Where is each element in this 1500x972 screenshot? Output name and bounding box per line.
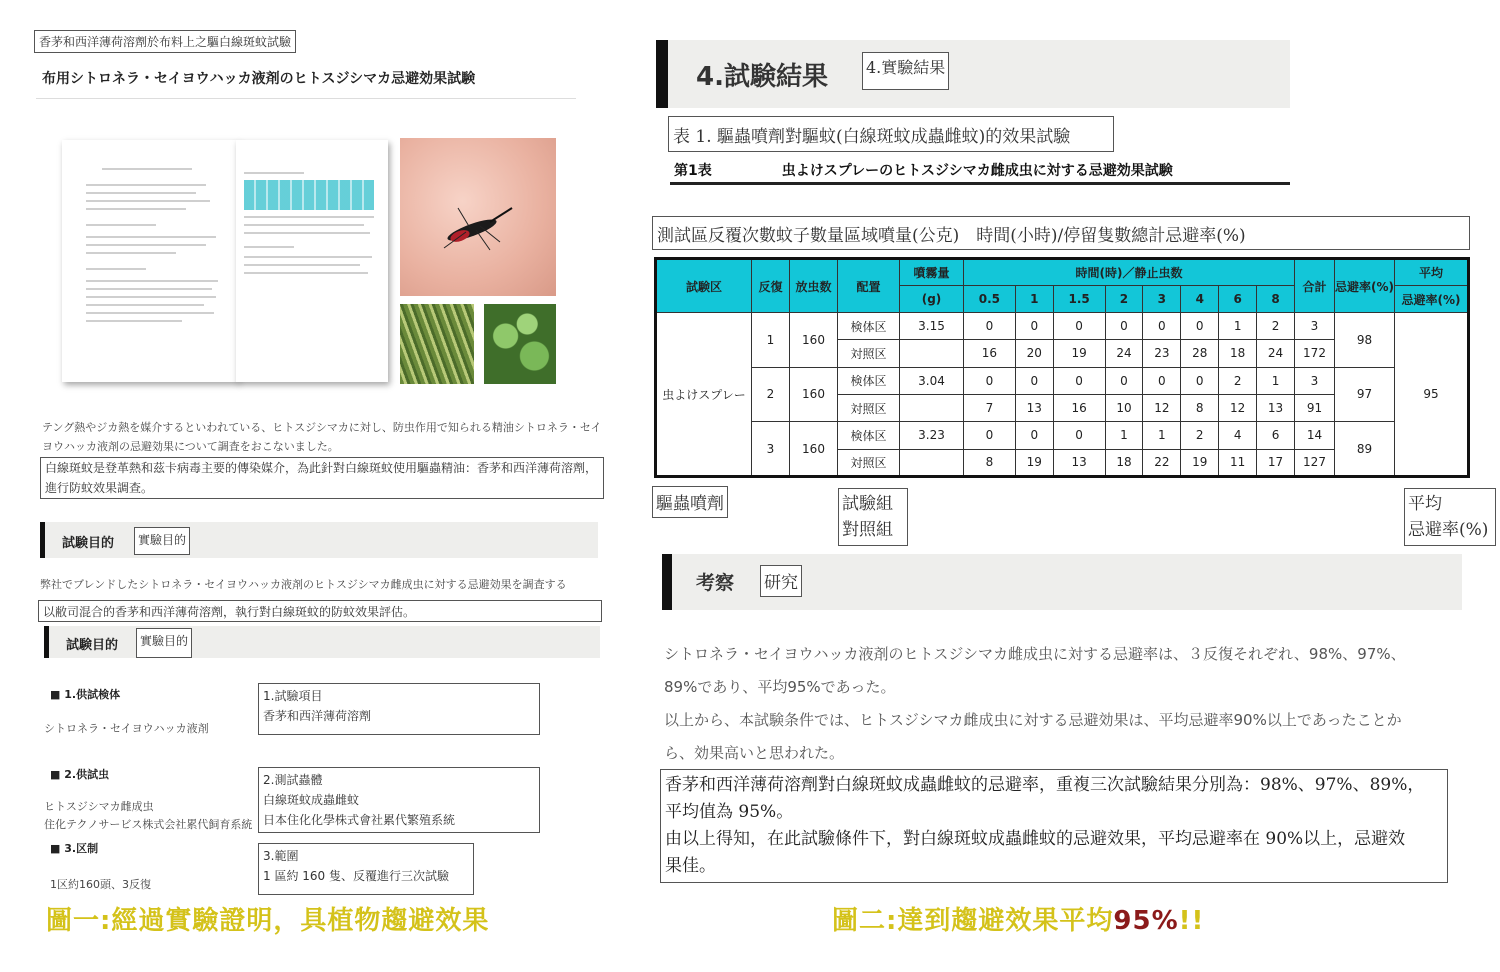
cell-total: 127 xyxy=(1295,449,1335,476)
left-caption-zh: 香茅和西洋薄荷溶劑於布料上之驅白線斑蚊試驗 xyxy=(34,30,296,53)
cell-total: 172 xyxy=(1295,340,1335,367)
purpose-text-jp: 弊社でブレンドしたシトロネラ・セイヨウハッカ液剤のヒトスジシマカ雌成虫に対する忌避効果を調査する xyxy=(40,578,567,591)
cell-time-value: 8 xyxy=(1181,394,1219,421)
cell-rep: 1 xyxy=(752,313,790,368)
cell-time-value: 8 xyxy=(964,449,1016,476)
section-title-jp: 試験目的 xyxy=(62,536,115,551)
cell-place-control: 対照区 xyxy=(838,340,900,367)
cell-time-value: 10 xyxy=(1105,394,1143,421)
cell-time-value: 19 xyxy=(1015,449,1053,476)
item-3-body: 1区約160頭、3反復 xyxy=(50,878,151,891)
cell-time-value: 13 xyxy=(1053,449,1105,476)
cell-rate: 97 xyxy=(1335,367,1395,422)
table-header-zh: 測試區反覆次數蚊子數量區域噴量(公克) 時間(小時)/停留隻數總計忌避率(%) xyxy=(652,216,1470,250)
cell-spray-empty xyxy=(900,340,964,367)
cell-total: 3 xyxy=(1295,313,1335,340)
results-title-jp: 4.試験結果 xyxy=(696,62,828,92)
cell-time-value: 12 xyxy=(1219,394,1257,421)
col-area: 試験区 xyxy=(656,259,752,313)
col-time: 時間(時)／静止虫数 xyxy=(964,259,1295,286)
item-3-zh: 3.範圍 1 區約 160 隻、反覆進行三次試驗 xyxy=(258,843,474,895)
item-2-zh: 2.測試蟲體 白線斑蚊成蟲雌蚊 日本住化化學株式會社累代繁殖系統 xyxy=(258,767,540,833)
item-1-heading: ■ 1.供試検体 xyxy=(50,688,121,701)
cell-place-test: 検体区 xyxy=(838,313,900,340)
title-divider xyxy=(36,98,576,99)
cell-time-value: 16 xyxy=(1053,394,1105,421)
col-place: 配置 xyxy=(838,259,900,313)
item-2-body-2: 住化テクノサービス株式会社累代飼育系統 xyxy=(44,818,253,831)
cell-time-value: 0 xyxy=(1105,367,1143,394)
cell-time-value: 20 xyxy=(1015,340,1053,367)
table-row-test xyxy=(656,313,1469,340)
cell-count: 160 xyxy=(790,422,838,477)
cell-time-value: 0 xyxy=(964,367,1016,394)
cell-time-value: 18 xyxy=(1219,340,1257,367)
cell-time-value: 12 xyxy=(1143,394,1181,421)
cell-time-value: 17 xyxy=(1257,449,1295,476)
cell-spray-empty xyxy=(900,394,964,421)
time-col: 1 xyxy=(1015,286,1053,313)
results-table xyxy=(654,257,1470,478)
cell-time-value: 0 xyxy=(1015,367,1053,394)
cell-place-test: 検体区 xyxy=(838,367,900,394)
cell-rate: 89 xyxy=(1335,422,1395,477)
col-avg-rate: 忌避率(%) xyxy=(1395,286,1469,313)
time-col: 6 xyxy=(1219,286,1257,313)
cell-total: 14 xyxy=(1295,422,1335,449)
cell-rep: 2 xyxy=(752,367,790,422)
item-3-heading: ■ 3.区制 xyxy=(50,842,99,855)
cell-time-value: 24 xyxy=(1257,340,1295,367)
cell-time-value: 0 xyxy=(1181,367,1219,394)
cell-spray: 3.04 xyxy=(900,367,964,394)
cell-time-value: 0 xyxy=(1143,367,1181,394)
cell-time-value: 0 xyxy=(1015,313,1053,340)
cell-area-name: 虫よけスプレー xyxy=(656,313,752,477)
cell-time-value: 19 xyxy=(1181,449,1219,476)
time-col: 1.5 xyxy=(1053,286,1105,313)
label-spray-zh: 驅蟲噴劑 xyxy=(652,486,728,518)
results-header xyxy=(656,40,1290,108)
cell-place-control: 対照区 xyxy=(838,449,900,476)
section-title-zh: 實驗目的 xyxy=(136,628,192,658)
col-count: 放虫数 xyxy=(790,259,838,313)
report-page-thumbnail-1 xyxy=(62,140,238,382)
figure-1-caption: 圖一:經過實驗證明，具植物趨避效果 xyxy=(46,906,490,936)
discussion-title-zh: 研究 xyxy=(760,565,802,597)
cell-place-test: 検体区 xyxy=(838,422,900,449)
cell-time-value: 18 xyxy=(1105,449,1143,476)
cell-spray: 3.15 xyxy=(900,313,964,340)
cell-count: 160 xyxy=(790,367,838,422)
discussion-body-jp: シトロネラ・セイヨウハッカ液剤のヒトスジシマカ雌成虫に対する忌避率は、３反復それぞれ、98%、97%、 89%であり、平均95%であった。 以上から、本試験条件では、ヒトスジシマカ雌成虫に対する忌避効果は、平均忌避率90%以上であったことか ら、効果高いと思われた。 xyxy=(664,645,1406,762)
intro-text-zh: 白線斑蚊是登革熱和茲卡病毒主要的傳染媒介，為此針對白線斑蚊使用驅蟲精油：香茅和西洋薄荷溶劑，進行防蚊效果調查。 xyxy=(40,457,604,499)
results-title-zh: 4.實驗結果 xyxy=(862,52,949,90)
col-total: 合計 xyxy=(1295,259,1335,313)
figure-2-caption: 圖二:達到趨避效果平均95%!! xyxy=(832,906,1205,936)
cell-time-value: 19 xyxy=(1053,340,1105,367)
cell-time-value: 0 xyxy=(1181,313,1219,340)
table-row-test xyxy=(656,422,1469,449)
cell-time-value: 1 xyxy=(1143,422,1181,449)
cell-time-value: 0 xyxy=(1053,367,1105,394)
section-header-purpose xyxy=(40,522,598,558)
time-col: 0.5 xyxy=(964,286,1016,313)
cell-time-value: 6 xyxy=(1257,422,1295,449)
cell-time-value: 13 xyxy=(1015,394,1053,421)
purpose-text-zh: 以敝司混合的香茅和西洋薄荷溶劑，執行對白線斑蚊的防蚊效果評估。 xyxy=(38,600,602,622)
cell-time-value: 0 xyxy=(1015,422,1053,449)
conclusion-zh: 香茅和西洋薄荷溶劑對白線斑蚊成蟲雌蚊的忌避率，重複三次試驗結果分別為：98%、97%、89%， 平均值為 95%。 由以上得知，在此試驗條件下，對白線斑蚊成蟲雌蚊的忌避效果，平均忌避率在 90%以上，忌避效 果佳。 xyxy=(660,769,1448,883)
item-2-heading: ■ 2.供試虫 xyxy=(50,768,110,781)
cell-time-value: 0 xyxy=(964,313,1016,340)
discussion-title-jp: 考察 xyxy=(696,572,735,594)
cell-time-value: 23 xyxy=(1143,340,1181,367)
cell-time-value: 1 xyxy=(1257,367,1295,394)
cell-time-value: 2 xyxy=(1257,313,1295,340)
section-title-jp: 試験目的 xyxy=(66,638,119,653)
cell-time-value: 28 xyxy=(1181,340,1219,367)
cell-avg: 95 xyxy=(1395,313,1469,477)
item-1-body: シトロネラ・セイヨウハッカ液剤 xyxy=(44,722,209,735)
cell-time-value: 2 xyxy=(1219,367,1257,394)
cell-time-value: 13 xyxy=(1257,394,1295,421)
time-col: 2 xyxy=(1105,286,1143,313)
cell-rep: 3 xyxy=(752,422,790,477)
col-rep: 反復 xyxy=(752,259,790,313)
mosquito-photo xyxy=(400,138,556,296)
report-page-thumbnail-2 xyxy=(236,140,388,382)
col-rate: 忌避率(%) xyxy=(1335,259,1395,313)
intro-text-jp: テング熱やジカ熱を媒介するといわれている、ヒトスジシマカに対し、防虫作用で知られる精油シトロネラ・セイヨウハッカ液剤の忌避効果について調査をおこないました。 xyxy=(42,421,602,453)
cell-time-value: 22 xyxy=(1143,449,1181,476)
cell-time-value: 1 xyxy=(1219,313,1257,340)
cell-time-value: 24 xyxy=(1105,340,1143,367)
col-spray-unit: (g) xyxy=(900,286,964,313)
lemongrass-photo xyxy=(400,304,474,384)
cell-count: 160 xyxy=(790,313,838,368)
cell-time-value: 11 xyxy=(1219,449,1257,476)
section-title-zh: 實驗目的 xyxy=(134,527,190,555)
section-header-purpose-2 xyxy=(44,626,600,658)
cell-time-value: 0 xyxy=(1143,313,1181,340)
cell-rate: 98 xyxy=(1335,313,1395,368)
item-1-zh: 1.試驗項目 香茅和西洋薄荷溶劑 xyxy=(258,683,540,735)
table-title-zh: 表 1. 驅蟲噴劑對驅蚊(白線斑蚊成蟲雌蚊)的效果試驗 xyxy=(668,116,1114,152)
label-groups-zh: 試驗組 對照組 xyxy=(838,488,908,546)
mint-photo xyxy=(484,304,556,384)
table-title-jp: 第1表 虫よけスプレーのヒトスジシマカ雌成虫に対する忌避効果試験 xyxy=(674,163,1173,179)
cell-time-value: 0 xyxy=(1105,313,1143,340)
cell-place-control: 対照区 xyxy=(838,394,900,421)
item-2-body-1: ヒトスジシマカ雌成虫 xyxy=(44,800,154,813)
cell-time-value: 0 xyxy=(964,422,1016,449)
cell-spray-empty xyxy=(900,449,964,476)
col-spray: 噴霧量 xyxy=(900,259,964,286)
time-col: 8 xyxy=(1257,286,1295,313)
cell-total: 3 xyxy=(1295,367,1335,394)
cell-time-value: 2 xyxy=(1181,422,1219,449)
cell-total: 91 xyxy=(1295,394,1335,421)
left-title-jp: 布用シトロネラ・セイヨウハッカ液剤のヒトスジシマカ忌避効果試験 xyxy=(42,71,476,87)
cell-time-value: 4 xyxy=(1219,422,1257,449)
cell-time-value: 0 xyxy=(1053,313,1105,340)
time-col: 4 xyxy=(1181,286,1219,313)
cell-spray: 3.23 xyxy=(900,422,964,449)
cell-time-value: 1 xyxy=(1105,422,1143,449)
col-avg: 平均 xyxy=(1395,259,1469,286)
cell-time-value: 7 xyxy=(964,394,1016,421)
cell-time-value: 16 xyxy=(964,340,1016,367)
table-title-underline xyxy=(670,182,1290,185)
table-row-test xyxy=(656,367,1469,394)
cell-time-value: 0 xyxy=(1053,422,1105,449)
time-col: 3 xyxy=(1143,286,1181,313)
label-avg-zh: 平均 忌避率(%) xyxy=(1404,488,1496,546)
